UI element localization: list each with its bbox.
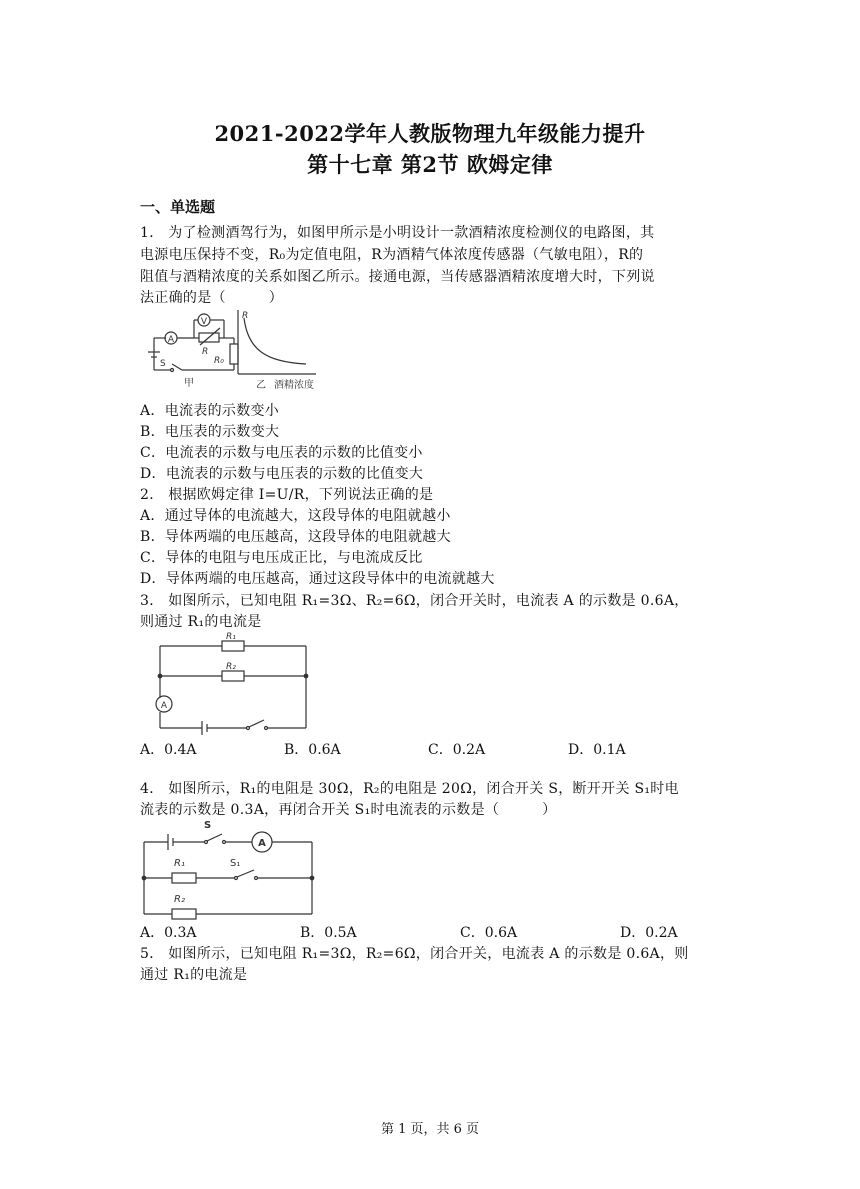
question-1-figure <box>140 306 340 396</box>
question-3-option-b: B．0.6A <box>284 742 341 758</box>
sensor-r-label: R <box>202 347 209 357</box>
question-4-option-a: A．0.3A <box>140 925 197 941</box>
question-1-line-2: 电源电压保持不变，R₀为定值电阻，R为酒精气体浓度传感器（气敏电阻），R的 <box>140 247 644 263</box>
question-3-option-a: A．0.4A <box>140 742 197 758</box>
figure-jia-label: 甲 <box>184 378 194 389</box>
section-heading: 一、单选题 <box>140 198 216 216</box>
question-1-line-3: 阻值与酒精浓度的关系如图乙所示。接通电源，当传感器酒精浓度增大时，下列说 <box>140 269 655 285</box>
q4-switch-s-label: S <box>204 820 212 831</box>
q3-r2-label: R₂ <box>226 662 236 672</box>
question-1-option-a: A．电流表的示数变小 <box>140 403 280 419</box>
question-1-line-4: 法正确的是（ ） <box>140 290 283 306</box>
q4-r1-label: R₁ <box>174 858 185 869</box>
question-3-option-d: D．0.1A <box>568 742 626 758</box>
page-footer: 第 1 页，共 6 页 <box>380 1122 480 1137</box>
question-4-line-1: 4． 如图所示，R₁的电阻是 30Ω，R₂的电阻是 20Ω，闭合开关 S，断开开关 S₁时电 <box>140 781 679 797</box>
q4-r2-label: R₂ <box>174 894 185 905</box>
question-1-line-1: 1． 为了检测酒驾行为，如图甲所示是小明设计一款酒精浓度检测仪的电路图，其 <box>140 225 655 241</box>
question-3-line-2: 则通过 R₁的电流是 <box>140 614 262 630</box>
figure-yi-label: 乙 <box>256 380 266 391</box>
question-5-line-1: 5． 如图所示，已知电阻 R₁=3Ω，R₂=6Ω，闭合开关，电流表 A 的示数是 0.6A，则 <box>140 946 689 962</box>
voltmeter-label: V <box>200 317 208 327</box>
q4-ammeter-label: A <box>258 838 266 849</box>
question-3-line-1: 3． 如图所示，已知电阻 R₁=3Ω、R₂=6Ω，闭合开关时，电流表 A 的示数是 0.6A， <box>140 593 689 609</box>
document-subtitle: 第十七章 第2节 欧姆定律 <box>307 152 553 177</box>
question-2-option-d: D．导体两端的电压越高，通过这段导体中的电流就越大 <box>140 571 495 587</box>
q3-ammeter-label: A <box>160 701 168 711</box>
graph-axis-concentration-label: 酒精浓度 <box>274 380 314 391</box>
question-4-option-c: C．0.6A <box>460 925 518 941</box>
question-1-option-b: B．电压表的示数变大 <box>140 424 280 440</box>
question-2-option-c: C．导体的电阻与电压成正比，与电流成反比 <box>140 550 423 566</box>
graph-axis-r-label: R <box>242 311 249 321</box>
question-3-option-c: C．0.2A <box>428 742 486 758</box>
document-title: 2021-2022学年人教版物理九年级能力提升 <box>214 121 646 146</box>
question-4-option-d: D．0.2A <box>620 925 678 941</box>
q4-switch-s1-label: S₁ <box>230 858 241 869</box>
question-2-option-a: A．通过导体的电流越大，这段导体的电阻就越小 <box>140 508 451 524</box>
question-1-option-c: C．电流表的示数与电压表的示数的比值变小 <box>140 445 423 461</box>
question-2-line-1: 2． 根据欧姆定律 I=U/R，下列说法正确的是 <box>140 487 434 503</box>
question-3-figure <box>150 628 320 736</box>
switch-s-label: S <box>160 359 166 369</box>
r0-label: R₀ <box>214 356 224 366</box>
question-4-option-b: B．0.5A <box>300 925 357 941</box>
question-1-option-d: D．电流表的示数与电压表的示数的比值变大 <box>140 466 424 482</box>
question-4-figure <box>138 814 328 924</box>
ammeter-label: A <box>167 335 175 345</box>
q3-r1-label: R₁ <box>226 632 236 642</box>
question-4-line-2: 流表的示数是 0.3A，再闭合开关 S₁时电流表的示数是（ ） <box>140 802 557 818</box>
question-5-line-2: 通过 R₁的电流是 <box>140 967 248 983</box>
question-2-option-b: B．导体两端的电压越高，这段导体的电阻就越大 <box>140 529 451 545</box>
